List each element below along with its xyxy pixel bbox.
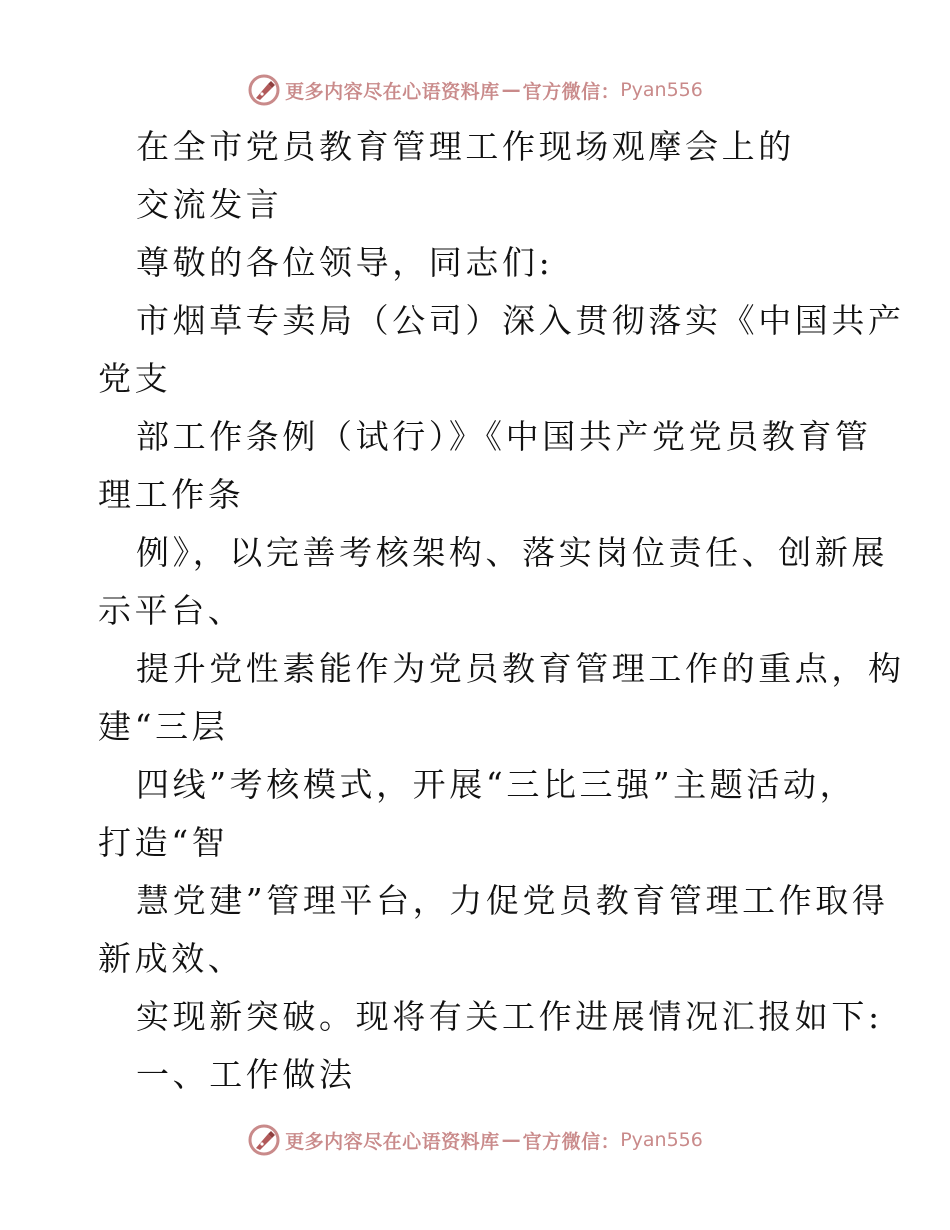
- doc-paragraph-line: 四线”考核模式，开展“三比三强”主题活动，: [136, 765, 857, 804]
- doc-salutation: 尊敬的各位领导，同志们:: [136, 243, 554, 282]
- watermark-wechat-label: 官方微信：: [522, 80, 621, 103]
- watermark-label: 更多内容尽在心语资料库: [285, 80, 500, 103]
- doc-section-heading: 一、工作做法: [136, 1055, 356, 1094]
- doc-paragraph-line: 新成效、: [98, 939, 245, 978]
- doc-paragraph-line: 党支: [98, 359, 172, 398]
- document-body: [98, 122, 905, 1108]
- watermark-label: 更多内容尽在心语资料库: [285, 1130, 500, 1153]
- doc-paragraph-line: 市烟草专卖局（公司）深入贯彻落实《中国共产: [136, 301, 905, 340]
- doc-title-line-2: 交流发言: [136, 185, 283, 224]
- doc-title-line-1: 在全市党员教育管理工作现场观摩会上的: [136, 127, 795, 166]
- doc-paragraph-line: 部工作条例（试行）》《中国共产党党员教育管: [136, 417, 872, 456]
- doc-paragraph-line: 打造“智: [98, 823, 229, 862]
- watermark-dash: —: [501, 1129, 521, 1151]
- watermark-wechat-id: Pyan556: [620, 79, 703, 101]
- doc-paragraph-line: 慧党建”管理平台，力促党员教育管理工作取得: [136, 881, 889, 920]
- header-watermark: [0, 70, 950, 110]
- doc-paragraph-line: 建“三层: [98, 707, 229, 746]
- watermark-wechat-label: 官方微信：: [522, 1130, 621, 1153]
- pen-nib-logo-icon: [247, 73, 281, 107]
- watermark-dash: —: [501, 79, 521, 101]
- watermark-wechat-id: Pyan556: [620, 1129, 703, 1151]
- pen-nib-logo-icon: [247, 1123, 281, 1157]
- doc-paragraph-line: 例》，以完善考核架构、落实岗位责任、创新展: [136, 533, 889, 572]
- doc-paragraph-line: 示平台、: [98, 591, 245, 630]
- doc-paragraph-line: 实现新突破。现将有关工作进展情况汇报如下:: [136, 997, 883, 1036]
- footer-watermark: [0, 1120, 950, 1160]
- doc-paragraph-line: 理工作条: [98, 475, 245, 514]
- doc-paragraph-line: 提升党性素能作为党员教育管理工作的重点，构: [136, 649, 905, 688]
